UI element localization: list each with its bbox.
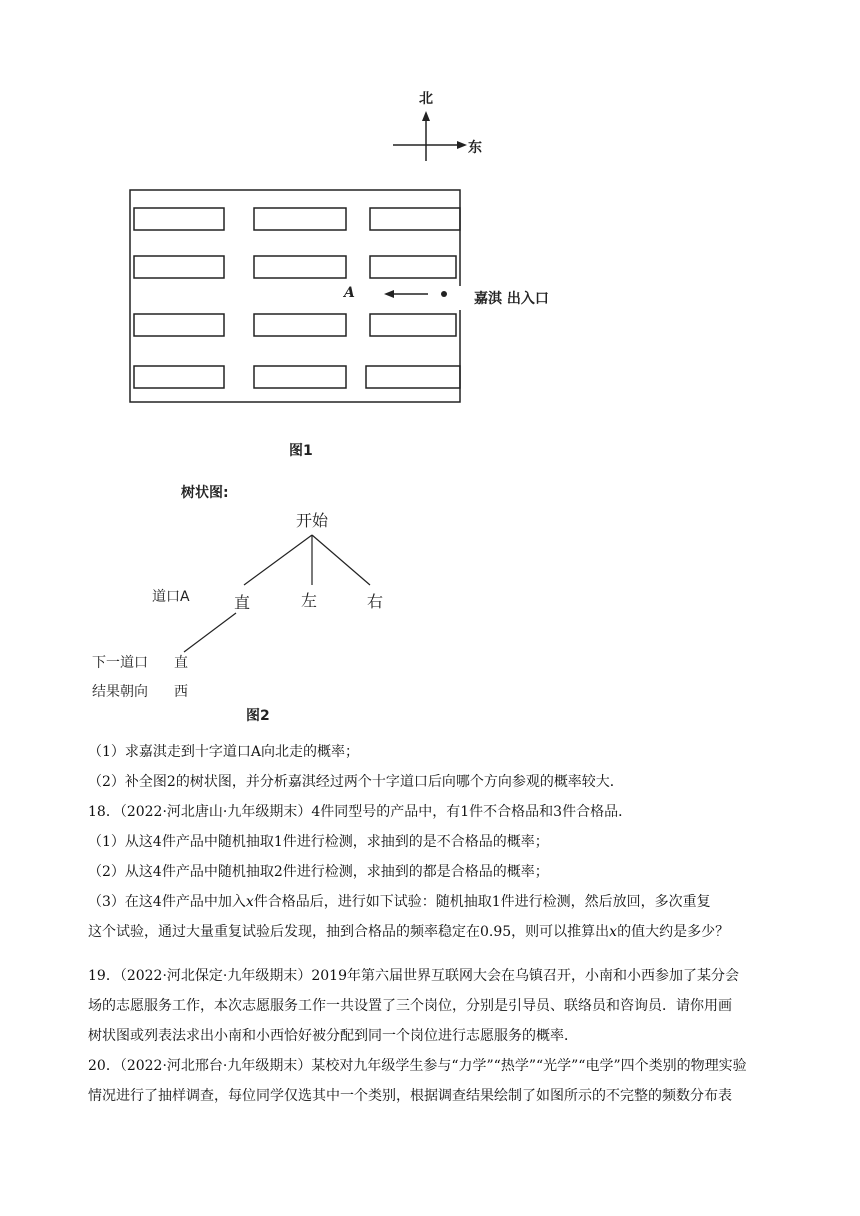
tree-next-label: 下一道口: [92, 655, 148, 671]
street-map: [128, 188, 468, 408]
point-a-label: A: [344, 285, 355, 301]
tree-branch-left: 左: [301, 591, 318, 610]
q18-part3-text-d: 的值大约是多少？: [617, 924, 730, 940]
tree-root: 开始: [296, 511, 329, 530]
block: [134, 208, 224, 230]
block: [370, 256, 456, 278]
q17-part2: （2）补全图2的树状图，并分析嘉淇经过两个十字道口后向哪个方向参观的概率较大．: [88, 774, 624, 790]
q20-line2: 情况进行了抽样调查，每位同学仅选其中一个类别，根据调查结果绘制了如图所示的不完整的频数分布表: [88, 1088, 732, 1104]
figure-2-caption: 图2: [246, 708, 270, 724]
block: [366, 366, 460, 388]
tree-result-label: 结果朝向: [92, 684, 148, 700]
q18-part3-var-x2: x: [609, 924, 618, 940]
q18-part3-text-c: 这个试验，通过大量重复试验后发现，抽到合格品的频率稳定在0.95，则可以推算出: [88, 924, 610, 940]
block: [370, 314, 456, 336]
block: [134, 314, 224, 336]
q18-part1: （1）从这4件产品中随机抽取1件进行检测，求抽到的是不合格品的概率；: [88, 834, 549, 850]
q18-part2: （2）从这4件产品中随机抽取2件进行检测，求抽到的都是合格品的概率；: [88, 864, 549, 880]
q19-line1: 19．（2022·河北保定·九年级期末）2019年第六届世界互联网大会在乌镇召开，小南和小西参加了某分会: [88, 968, 739, 984]
q20-line1: 20．（2022·河北邢台·九年级期末）某校对九年级学生参与“力学”“热学”“光学”“电学”四个类别的物理实验: [88, 1058, 747, 1074]
figure-1-caption: 图1: [289, 443, 313, 459]
tree-result-value: 西: [174, 684, 188, 700]
tree-heading: 树状图:: [181, 485, 229, 501]
tree-level1-label: 道口A: [152, 589, 190, 605]
q18-part3-text-a: （3）在这4件产品中加入: [88, 894, 246, 910]
block: [134, 366, 224, 388]
block: [254, 366, 346, 388]
block: [134, 256, 224, 278]
tree-branch-straight: 直: [234, 593, 251, 612]
block: [370, 208, 460, 230]
q19-line3: 树状图或列表法求出小南和小西恰好被分配到同一个岗位进行志愿服务的概率．: [88, 1028, 578, 1044]
block: [254, 208, 346, 230]
block: [254, 256, 346, 278]
compass-north-label: 北: [419, 91, 433, 107]
q18-part3-line2: [88, 917, 788, 947]
q19-line2: 场的志愿服务工作，本次志愿服务工作一共设置了三个岗位，分别是引导员、联络员和咨询员．请你用画: [88, 998, 732, 1014]
q18-part3-text-b: 件合格品后，进行如下试验：随机抽取1件进行检测，然后放回，多次重复: [253, 894, 711, 910]
q18-part3-line1: [88, 887, 788, 917]
tree-next-value: 直: [174, 655, 188, 671]
entrance-label: 嘉淇 出入口: [474, 291, 549, 307]
block: [254, 314, 346, 336]
q17-part1: （1）求嘉淇走到十字道口A向北走的概率；: [88, 744, 360, 760]
tree-branch-right: 右: [367, 592, 384, 611]
q18-stem: 18．（2022·河北唐山·九年级期末）4件同型号的产品中，有1件不合格品和3件合格品．: [88, 804, 633, 820]
q18-part3-var-x: x: [245, 894, 254, 910]
compass-east-label: 东: [468, 140, 482, 156]
